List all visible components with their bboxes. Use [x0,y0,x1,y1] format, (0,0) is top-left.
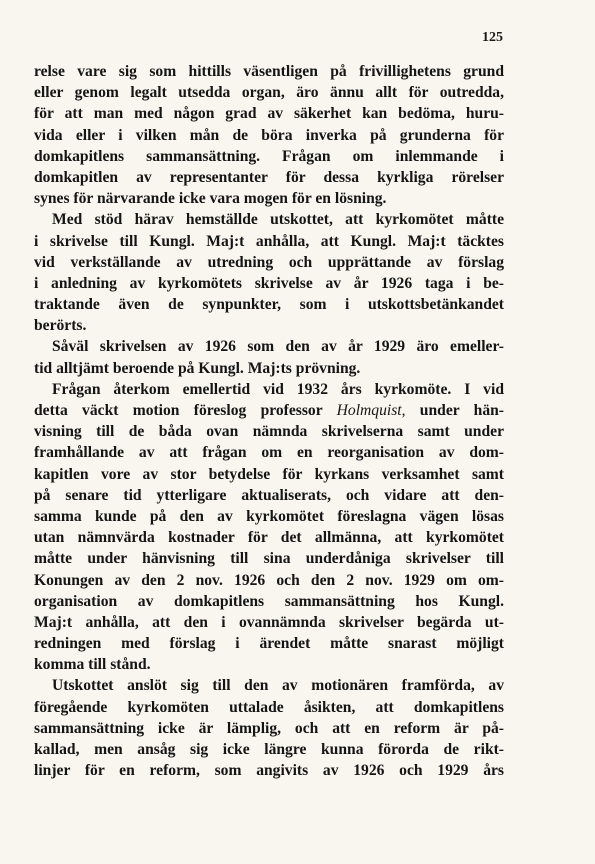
text-line: relse vare sig som hittills väsentligen på frivillighetens grund [34,63,504,80]
author-name: Holmquist, [336,402,406,419]
text-line: samma kunde på den av kyrkomötet föreslagna vägen lösas [34,507,504,525]
text-line: linjer för en reform, som angivits av 1926 och 1929 års [34,762,504,780]
text-line: vida eller i vilken mån de böra inverka på grunderna för [34,126,504,144]
text-line: måtte under hänvisning till sina underdåniga skrivelser till [34,550,504,568]
text-line: kapitlen vore av stor betydelse för kyrkans verksamhet samt [34,465,504,483]
text-line: utan nämnvärda kostnader för det allmänna, att kyrkomötet [34,529,504,547]
text-line: Med stöd härav hemställde utskottet, att kyrkomötet måtte [52,211,504,229]
text-line: kallad, men ansåg sig icke längre kunna förorda de rikt- [34,741,504,758]
text-line: föregående kyrkomöten uttalade åsikten, att domkapitlens [34,698,504,716]
text-line: Konungen av den 2 nov. 1926 och den 2 nov. 1929 om om- [34,571,504,589]
text-line [34,400,504,421]
text-line: komma till stånd. [34,656,151,674]
text-line: Frågan återkom emellertid vid 1932 års kyrkomöte. I vid [52,380,504,398]
text-line: på senare tid ytterligare aktualiserats, och vidare att den- [34,486,504,504]
text-line: domkapitlens sammansättning. Frågan om inlemmande i [34,147,504,165]
text-line: redningen med förslag i ärendet måtte snarast möjligt [34,635,504,653]
text-line: synes för närvarande icke vara mogen för en lösning. [34,190,387,208]
text-line: traktande även de synpunkter, som i utskottsbetänkandet [34,296,504,314]
text-line: Utskottet anslöt sig till den av motionären framförda, av [52,677,504,695]
text-line: framhållande av att frågan om en reorganisation av dom- [34,444,504,462]
body-text [34,61,504,781]
text-line: för att man med någon grad av säkerhet kan bedöma, huru- [34,105,504,123]
text-line: organisation av domkapitlens sammansättning hos Kungl. [34,592,504,610]
text-line: Såväl skrivelsen av 1926 som den av år 1929 äro emeller- [52,338,504,356]
text-segment: detta väckt motion föreslog professor [34,402,337,419]
text-line: sammansättning icke är lämplig, och att en reform är på- [34,719,504,737]
text-line: domkapitlen av representanter för dessa kyrkliga rörelser [34,168,504,186]
page-number: 125 [482,30,503,45]
text-line: tid alltjämt beroende på Kungl. Maj:ts prövning. [34,359,361,377]
text-line: eller genom legalt utsedda organ, äro ännu allt för outredda, [34,84,504,102]
text-line: vid verkställande av utredning och upprättande av förslag [34,253,504,271]
text-line: Maj:t anhålla, att den i ovannämnda skrivelser begärda ut- [34,613,504,631]
text-line: i anledning av kyrkomötets skrivelse av år 1926 taga i be- [34,274,504,292]
text-line: visning till de båda ovan nämnda skrivelserna samt under [34,423,504,441]
text-line: i skrivelse till Kungl. Maj:t anhålla, att Kungl. Maj:t täcktes [34,232,504,250]
text-line: berörts. [34,317,87,335]
text-segment: under hän- [405,402,504,419]
